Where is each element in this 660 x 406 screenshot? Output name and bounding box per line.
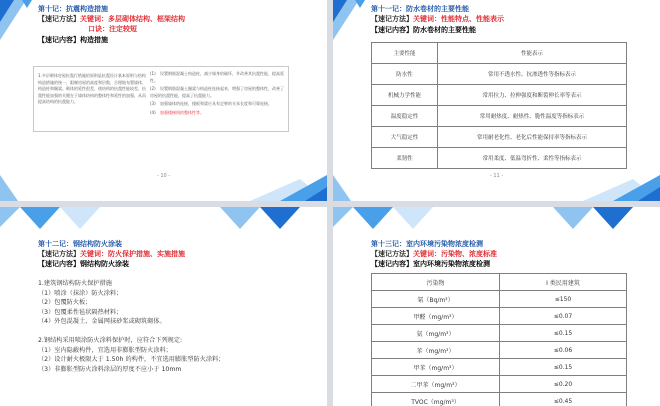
list-item: (1) 设置钢筋混凝土构造柱，减少墙身的破坏，并改善其抗震性能，提高延性。 bbox=[150, 71, 284, 83]
slide-title: 第十三记：室内环境污染物浓度检测 bbox=[371, 240, 483, 248]
slide-decoration-bottom bbox=[333, 175, 660, 201]
left-text: 1.多层砌体房屋抗震行措施的原则是抗震设计基本原则与结构构造措施的统一，限制房屋的高度和层数，合理地布置墙体、构造柱和圈梁。砌体的延性很差，使结构的抗震性能较差，抗震性能加强的关键在于墙体结构的整体性和延性的加强，从而提高结构的抗震能力。 bbox=[38, 73, 146, 104]
slide-decoration-top bbox=[333, 207, 660, 237]
slide-decoration-bottom bbox=[0, 175, 327, 201]
method-line: 【速记方法】关键词：性能特点、性能表示 bbox=[371, 15, 504, 23]
content-label: 【速记内容】构造措施 bbox=[38, 36, 108, 44]
slide-13[interactable] bbox=[333, 207, 660, 406]
table-row: 大气稳定性 常用耐老化性、老化后性能保持率等指标表示 bbox=[372, 127, 627, 148]
slide-decoration-top bbox=[0, 207, 327, 237]
formula-line: 口诀：注定较短 bbox=[88, 25, 137, 33]
list-item: (4) 加强楼梯间的整体性等。 bbox=[150, 109, 204, 115]
list-item: (3) 加强墙体的连接，楼板和梁应具有足够的支承长度和可靠连接。 bbox=[150, 101, 272, 106]
body-lines bbox=[38, 279, 224, 374]
slide-title: 第十二记：钢结构防火涂装 bbox=[38, 240, 122, 248]
slide-11[interactable] bbox=[333, 0, 660, 201]
measure-list bbox=[150, 71, 286, 116]
table-row: 苯（mg/m³） ≤0.06 bbox=[372, 342, 627, 359]
content-label: 【速记内容】室内环境污染物浓度检测 bbox=[371, 260, 490, 268]
table-row: 甲醛（mg/m³） ≤0.07 bbox=[372, 308, 627, 325]
table-header: 污染物 I 类民用建筑 bbox=[372, 274, 627, 291]
method-line: 【速记方法】关键词：防火保护措施、实施措施 bbox=[38, 250, 185, 258]
body-line: （3）非膨胀型防火涂料涂层的厚度不应小于 10mm bbox=[38, 365, 182, 373]
table-row: 氨（mg/m³） ≤0.15 bbox=[372, 325, 627, 342]
slide-title: 第十一记：防水卷材的主要性能 bbox=[371, 5, 469, 13]
slide-12[interactable] bbox=[0, 207, 327, 406]
body-line: （2）包覆防火板； bbox=[38, 299, 92, 306]
table-row: 防水性 常用不透水性、抗渗透性等指标表示 bbox=[372, 64, 627, 85]
pollutant-table bbox=[371, 273, 627, 406]
table-row: 二甲苯（mg/m³） ≤0.20 bbox=[372, 376, 627, 393]
page-number: - 11 - bbox=[489, 173, 504, 179]
body-line: 2.钢结构采用喷涂防火涂料保护时，应符合下列规定: bbox=[38, 337, 183, 344]
page-number: - 10 - bbox=[156, 173, 171, 179]
table-row: 温度稳定性 常用耐热度、耐热性、脆性温度等指标表示 bbox=[372, 106, 627, 127]
method-line: 【速记方法】关键词：多层砌体结构、框架结构 bbox=[38, 15, 185, 23]
performance-table bbox=[371, 42, 627, 169]
body-line: （3）包覆柔性毡状隔热材料； bbox=[38, 308, 123, 316]
slide-10[interactable] bbox=[0, 0, 327, 201]
body-line: 1.建筑钢结构防火保护措施 bbox=[38, 280, 112, 287]
table-row: 柔韧性 常用柔度、低温弯折性、柔性等指标表示 bbox=[372, 148, 627, 169]
content-label: 【速记内容】钢结构防火涂装 bbox=[38, 260, 129, 268]
method-line: 【速记方法】关键词：污染物、浓度标准 bbox=[371, 250, 497, 258]
content-label: 【速记内容】防水卷材的主要性能 bbox=[371, 26, 476, 34]
body-line: （1）喷涂（抹涂）防火涂料； bbox=[38, 289, 123, 297]
table-row: 氡（Bq/m³） ≤150 bbox=[372, 291, 627, 308]
table-header: 主要性能 性能表示 bbox=[372, 43, 627, 64]
body-line: （1）室内隐蔽构件，宜选用非膨胀型防火涂料； bbox=[38, 346, 172, 354]
slide-title: 第十记：抗震构造措施 bbox=[38, 5, 108, 13]
content-image bbox=[33, 66, 289, 132]
table-row: 甲苯（mg/m³） ≤0.15 bbox=[372, 359, 627, 376]
body-line: （4）外包混凝土、金属网抹砂浆或砌筑砌体。 bbox=[38, 318, 166, 325]
table-row: 机械力学性能 常用拉力、拉伸强度和断裂伸长率等表示 bbox=[372, 85, 627, 106]
body-line bbox=[38, 327, 224, 337]
table-row: TVOC（mg/m³） ≤0.45 bbox=[372, 393, 627, 406]
body-line: （2）设计耐火极限大于 1.50h 的构件，不宜选用膨胀型防火涂料； bbox=[38, 356, 225, 363]
list-item: (2) 设置钢筋混凝土圈梁与构造柱连接起来，增强了房屋的整体性，改善了房屋的抗震性能，提高了抗震能力。 bbox=[150, 86, 284, 98]
